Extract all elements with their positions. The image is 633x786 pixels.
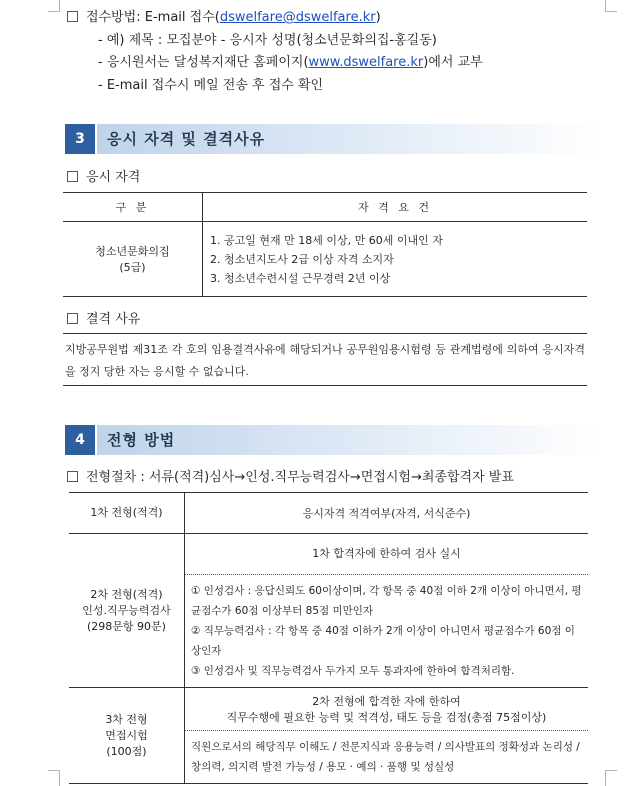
test-item: ① 인성검사 : 응답신뢰도 60이상이며, 각 항목 중 40점 이하 2개 이상이 아니면서, 평균점수가 60점 이상부터 85점 미만인자 bbox=[191, 585, 582, 617]
procedure-text: 전형절차 : 서류(적격)심사→인성.직무능력검사→면접시험→최종합격자 발표 bbox=[86, 470, 514, 485]
crop-mark bbox=[59, 770, 60, 786]
selection-table bbox=[69, 492, 588, 784]
checkbox-bullet-icon bbox=[67, 471, 78, 482]
stage-label bbox=[69, 688, 185, 784]
disqualification-text: 지방공무원법 제31조 각 호의 임용결격사유에 해당되거나 공무원임용시험령 등 관계법령에 의하여 응시자격을 정지 당한 자는 응시할 수 없습니다. bbox=[65, 343, 585, 378]
procedure-line bbox=[67, 466, 514, 485]
table-row bbox=[69, 534, 588, 688]
crop-mark bbox=[605, 770, 617, 771]
stage-header bbox=[185, 688, 588, 731]
crop-mark bbox=[605, 11, 617, 12]
method-suffix: ) bbox=[375, 10, 381, 25]
section-number: 3 bbox=[65, 124, 95, 154]
stage-label bbox=[69, 534, 185, 688]
submission-method bbox=[67, 6, 381, 25]
qualification-table bbox=[63, 192, 587, 297]
form-note-suffix: )에서 교부 bbox=[423, 55, 483, 70]
application-form-note bbox=[98, 51, 483, 70]
section-number: 4 bbox=[65, 425, 95, 455]
stage-label-line: 2차 전형(적격) bbox=[90, 587, 163, 601]
requirements-cell bbox=[203, 222, 588, 297]
requirement-item: 2. 청소년지도사 2급 이상 자격 소지자 bbox=[210, 252, 394, 266]
email-confirm-note: - E-mail 접수시 메일 전송 후 접수 확인 bbox=[98, 78, 324, 93]
stage-header: 1차 합격자에 한하여 검사 실시 bbox=[185, 534, 588, 575]
requirement-item: 3. 청소년수련시설 근무경력 2년 이상 bbox=[210, 271, 391, 285]
stage-desc: 응시자격 적격여부(자격, 서식준수) bbox=[185, 493, 589, 534]
stage-label-line: 3차 전형 bbox=[105, 712, 148, 726]
section-title: 응시 자격 및 결격사유 bbox=[107, 130, 266, 148]
email-link[interactable]: dswelfare@dswelfare.kr bbox=[219, 10, 376, 25]
stage-content bbox=[185, 688, 589, 784]
form-note-prefix: - 응시원서는 달성복지재단 홈페이지( bbox=[98, 55, 309, 70]
row-label-line: 청소년문화의집 bbox=[95, 245, 170, 258]
qualification-heading-text: 응시 자격 bbox=[86, 170, 141, 185]
test-item: ③ 인성검사 및 직무능력검사 두가지 모두 통과자에 한하여 합격처리함. bbox=[191, 665, 515, 677]
stage-label-line: (298문항 90분) bbox=[87, 619, 166, 633]
interview-criteria: 직원으로서의 해당직무 이해도 / 전문지식과 응용능력 / 의사발표의 정확성과 논리성 / 창의력, 의지력 발전 가능성 / 용모 · 예의 · 품행 및 성실성 bbox=[191, 741, 580, 773]
stage-items bbox=[185, 575, 588, 687]
qualification-heading bbox=[67, 166, 140, 185]
method-prefix: 접수방법: E-mail 접수( bbox=[86, 10, 220, 25]
section-title: 전형 방법 bbox=[107, 431, 176, 449]
table-header-row bbox=[63, 193, 587, 222]
disqualification-heading bbox=[67, 308, 140, 327]
header-category: 구 분 bbox=[115, 201, 150, 214]
disqualification-box bbox=[63, 333, 587, 386]
row-label bbox=[63, 222, 203, 297]
stage-label-line: 면접시험 bbox=[105, 728, 148, 742]
stage-label: 1차 전형(적격) bbox=[69, 493, 185, 534]
checkbox-bullet-icon bbox=[67, 313, 78, 324]
section-4-header bbox=[65, 425, 603, 455]
table-row bbox=[69, 493, 588, 534]
row-label-line: (5급) bbox=[119, 261, 146, 274]
section-3-header bbox=[65, 124, 603, 154]
checkbox-bullet-icon bbox=[67, 11, 78, 22]
header-cell bbox=[203, 193, 588, 222]
stage-header-line: 2차 전형에 합격한 자에 한하여 bbox=[312, 695, 461, 708]
table-row bbox=[63, 222, 587, 297]
stage-label-line: 인성.직무능력검사 bbox=[82, 603, 171, 617]
stage-content bbox=[185, 534, 589, 688]
crop-mark bbox=[48, 770, 60, 771]
homepage-link[interactable]: www.dswelfare.kr bbox=[308, 55, 424, 70]
stage-header-line: 직무수행에 필요한 능력 및 적격성, 태도 등을 검정(총점 75점이상) bbox=[226, 711, 547, 724]
stage-label-line: (100점) bbox=[106, 744, 147, 758]
disqualification-heading-text: 결격 사유 bbox=[86, 312, 141, 327]
header-requirements: 자 격 요 건 bbox=[358, 201, 432, 214]
header-cell bbox=[63, 193, 203, 222]
test-item: ② 직무능력검사 : 각 항목 중 40점 이하가 2개 이상이 아니면서 평균점수가 60점 이상인자 bbox=[191, 625, 575, 657]
table-row bbox=[69, 688, 588, 784]
crop-mark bbox=[605, 770, 606, 786]
requirement-item: 1. 공고일 현재 만 18세 이상, 만 60세 이내인 자 bbox=[210, 233, 443, 247]
crop-mark bbox=[48, 11, 60, 12]
submission-example: - 예) 제목 : 모집분야 - 응시자 성명(청소년문화의집-홍길동) bbox=[98, 33, 437, 48]
checkbox-bullet-icon bbox=[67, 171, 78, 182]
